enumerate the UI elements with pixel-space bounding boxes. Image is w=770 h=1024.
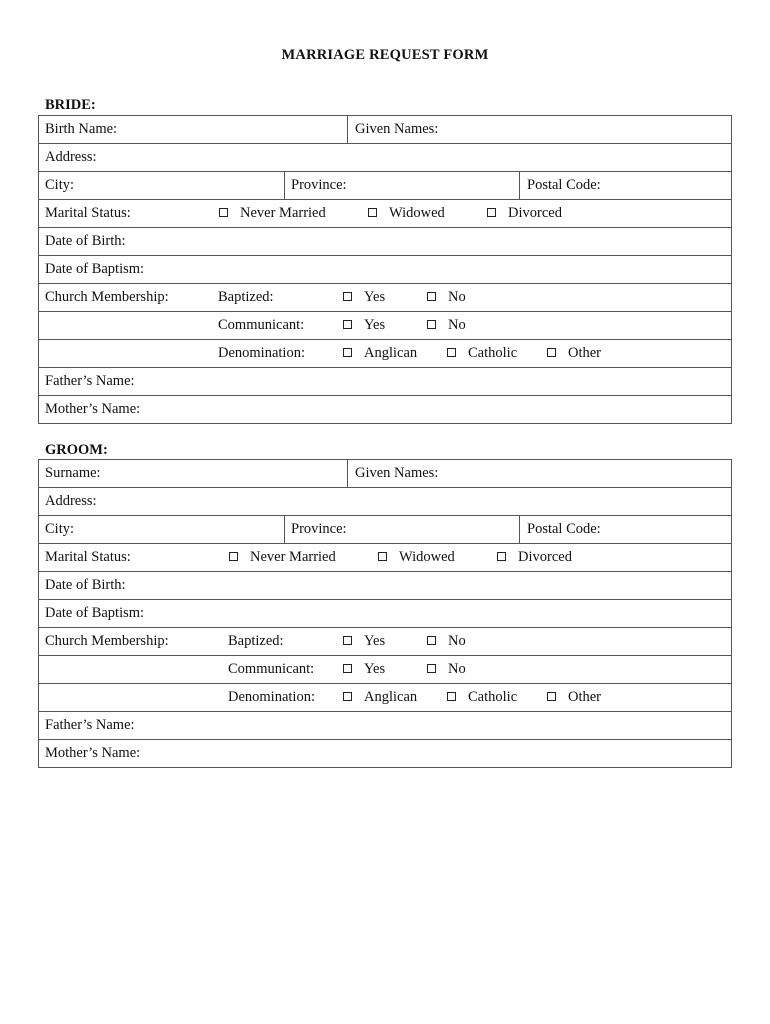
groom-dob-row [39,572,731,600]
form-title: MARRIAGE REQUEST FORM [281,47,489,63]
groom-anglican-option[interactable] [343,684,417,711]
checkbox-icon[interactable] [343,664,352,673]
bride-name-row [39,116,731,144]
groom-baptized-row [39,628,731,656]
groom-province-label[interactable]: Province: [291,521,347,537]
bride-dobap-label[interactable]: Date of Baptism: [45,261,145,277]
checkbox-icon[interactable] [487,208,496,217]
groom-name-row [39,460,731,488]
option-label: Anglican [364,689,418,705]
divider [284,172,285,199]
bride-city-label[interactable]: City: [45,177,75,193]
bride-denomination-row [39,340,731,368]
bride-baptized-yes-option[interactable] [343,284,385,311]
option-label: Yes [364,289,386,305]
option-label: Never Married [250,549,336,565]
bride-city-row [39,172,731,200]
groom-baptized-no-option[interactable] [427,628,466,655]
bride-address-row [39,144,731,172]
groom-form-table [38,459,732,768]
checkbox-icon[interactable] [343,692,352,701]
groom-given-names-label[interactable]: Given Names: [355,465,439,481]
bride-address-label[interactable]: Address: [45,149,97,165]
divider [347,460,348,487]
groom-father-label[interactable]: Father’s Name: [45,717,135,733]
option-label: No [448,289,466,305]
option-label: Yes [364,317,386,333]
bride-communicant-label: Communicant: [218,317,305,333]
option-label: Divorced [508,205,562,221]
bride-given-names-label[interactable]: Given Names: [355,121,439,137]
checkbox-icon[interactable] [343,348,352,357]
bride-marital-row [39,200,731,228]
bride-dob-label[interactable]: Date of Birth: [45,233,126,249]
checkbox-icon[interactable] [219,208,228,217]
groom-dobap-label[interactable]: Date of Baptism: [45,605,145,621]
groom-denomination-label: Denomination: [228,689,315,705]
checkbox-icon[interactable] [343,292,352,301]
bride-baptized-label: Baptized: [218,289,274,305]
bride-baptized-no-option[interactable] [427,284,466,311]
groom-baptized-yes-option[interactable] [343,628,385,655]
bride-other-option[interactable] [547,340,601,367]
option-label: Never Married [240,205,326,221]
divider [347,116,348,143]
checkbox-icon[interactable] [229,552,238,561]
checkbox-icon[interactable] [427,636,436,645]
checkbox-icon[interactable] [547,692,556,701]
bride-form-table [38,115,732,424]
groom-other-option[interactable] [547,684,601,711]
groom-marital-status-label: Marital Status: [45,549,131,565]
groom-dob-label[interactable]: Date of Birth: [45,577,126,593]
bride-section-label: BRIDE: [45,97,96,113]
divider [284,516,285,543]
option-label: Catholic [468,689,518,705]
checkbox-icon[interactable] [368,208,377,217]
option-label: Yes [364,661,386,677]
option-label: Catholic [468,345,518,361]
bride-marital-status-label: Marital Status: [45,205,131,221]
bride-postal-code-label[interactable]: Postal Code: [527,177,601,193]
divider [519,172,520,199]
option-label: Widowed [399,549,455,565]
option-label: Other [568,345,602,361]
bride-communicant-yes-option[interactable] [343,312,385,339]
bride-catholic-option[interactable] [447,340,517,367]
checkbox-icon[interactable] [427,292,436,301]
option-label: No [448,661,466,677]
bride-dobap-row [39,256,731,284]
checkbox-icon[interactable] [497,552,506,561]
bride-dob-row [39,228,731,256]
bride-denomination-label: Denomination: [218,345,305,361]
groom-dobap-row [39,600,731,628]
bride-baptized-row [39,284,731,312]
bride-never-married-option[interactable] [219,200,326,227]
bride-divorced-option[interactable] [487,200,562,227]
groom-catholic-option[interactable] [447,684,517,711]
option-label: Widowed [389,205,445,221]
checkbox-icon[interactable] [547,348,556,357]
groom-postal-code-label[interactable]: Postal Code: [527,521,601,537]
bride-communicant-row [39,312,731,340]
option-label: No [448,633,466,649]
divider [519,516,520,543]
option-label: Anglican [364,345,418,361]
bride-father-row [39,368,731,396]
groom-mother-row [39,740,731,767]
groom-denomination-row [39,684,731,712]
bride-birth-name-label[interactable]: Birth Name: [45,121,118,137]
groom-never-married-option[interactable] [229,544,336,571]
bride-anglican-option[interactable] [343,340,417,367]
checkbox-icon[interactable] [447,692,456,701]
checkbox-icon[interactable] [447,348,456,357]
bride-mother-row [39,396,731,423]
groom-divorced-option[interactable] [497,544,572,571]
bride-communicant-no-option[interactable] [427,312,466,339]
option-label: Yes [364,633,386,649]
checkbox-icon[interactable] [427,664,436,673]
bride-province-label[interactable]: Province: [291,177,347,193]
checkbox-icon[interactable] [343,636,352,645]
groom-communicant-no-option[interactable] [427,656,466,683]
bride-widowed-option[interactable] [368,200,445,227]
groom-communicant-row [39,656,731,684]
groom-widowed-option[interactable] [378,544,455,571]
groom-section-label: GROOM: [45,442,108,458]
groom-city-label[interactable]: City: [45,521,75,537]
groom-communicant-label: Communicant: [228,661,315,677]
bride-mother-label[interactable]: Mother’s Name: [45,401,141,417]
checkbox-icon[interactable] [427,320,436,329]
option-label: Other [568,689,602,705]
bride-father-label[interactable]: Father’s Name: [45,373,135,389]
groom-city-row [39,516,731,544]
checkbox-icon[interactable] [343,320,352,329]
groom-communicant-yes-option[interactable] [343,656,385,683]
groom-church-membership-label: Church Membership: [45,633,169,649]
bride-church-membership-label: Church Membership: [45,289,169,305]
groom-address-row [39,488,731,516]
option-label: Divorced [518,549,572,565]
groom-marital-row [39,544,731,572]
groom-father-row [39,712,731,740]
groom-surname-label[interactable]: Surname: [45,465,101,481]
groom-address-label[interactable]: Address: [45,493,97,509]
option-label: No [448,317,466,333]
groom-mother-label[interactable]: Mother’s Name: [45,745,141,761]
checkbox-icon[interactable] [378,552,387,561]
groom-baptized-label: Baptized: [228,633,284,649]
